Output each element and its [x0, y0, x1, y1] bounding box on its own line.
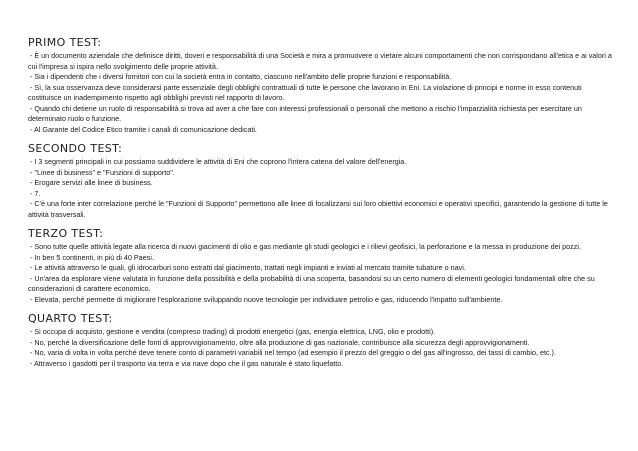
section-secondo-test — [28, 142, 614, 220]
answer-line: - "Linee di business" e "Funzioni di supporto". — [28, 167, 175, 177]
answer-line: - Si occupa di acquisto, gestione e vendita (compreso trading) di prodotti energetici (gas, energia elettrica, LNG, olio e prodotti). — [28, 327, 436, 336]
section-title: PRIMO TEST: — [28, 36, 102, 49]
answer-line: - Sia i dipendenti che i diversi fornitori con cui la società entra in contatto, ciascuno nell'ambito delle proprie funzioni e responsabilità. — [28, 72, 452, 81]
section-title: SECONDO TEST: — [28, 142, 123, 155]
answer-line: - Sono tutte quelle attività legate alla ricerca di nuovi giacimenti di olio e gas mediante gli studi geologici e i rilievi geofisici, la perforazione e la messa in produzione dei pozzi. — [28, 242, 581, 251]
answer-line: - In ben 5 continenti, in più di 40 Paesi. — [28, 252, 154, 262]
answer-line: - No, varia di volta in volta perché deve tenere conto di parametri variabili nel tempo (ad esempio il prezzo del greggio o del gas all'ingrosso, dei tassi di cambio, etc.). — [28, 348, 556, 357]
section-primo-test — [28, 36, 614, 135]
answer-line: - C'è una forte inter correlazione perché le "Funzioni di Supporto" permettono alle linee di focalizzarsi sui loro obiettivi economici e operativi specifici, garantendo la gestione di tutte le attività trasversali. — [28, 199, 608, 219]
section-title: TERZO TEST: — [28, 227, 104, 240]
answer-line: - Erogare servizi alle linee di business. — [28, 178, 153, 187]
section-quarto-test — [28, 312, 614, 369]
answer-line: - 7. — [28, 188, 41, 198]
section-title: QUARTO TEST: — [28, 312, 113, 325]
answer-line: - È un documento aziendale che definisce diritti, doveri e responsabilità di una Società e mira a promuovere o vietare alcuni comportamenti che non corrispondano all'etica e ai valori a cui l'impresa si ispira nello svolgimento delle proprie attività. — [28, 51, 612, 71]
answer-line: - Al Garante del Codice Etico tramite i canali di comunicazione dedicati. — [28, 124, 257, 134]
answer-line: - Sì, la sua osservanza deve considerarsi parte essenziale degli obblighi contrattuali di tutte le persone che lavorano in Eni. La violazione di principi e norme in esso contenuti costituisce un inadempimento rispetto agli obblighi previsti nel rapporto di lavoro. — [28, 82, 582, 102]
answer-line: - I 3 segmenti principali in cui possiamo suddividere le attività di Eni che coprono l'intera catena del valore dell'energia. — [28, 157, 407, 166]
answer-line: - Quando chi detiene un ruolo di responsabilità si trova ad aver a che fare con interessi professionali o personali che mettono a rischio l'imparzialità richiesta per esercitare un determinato ruolo o funzione. — [28, 103, 582, 123]
answer-line: - Attraverso i gasdotti per il trasporto via terra e via nave dopo che il gas naturale è stato liquefatto. — [28, 358, 344, 368]
answer-line: - Le attività attraverso le quali, gli idrocarburi sono estratti dal giacimento, trattati negli impianti e inviati al mercato tramite tubature o navi. — [28, 263, 466, 272]
answer-line: - Elevata, perché permette di migliorare l'esplorazione sviluppando nuove tecnologie per individuare petrolio e gas, riducendo l'impatto sull'ambiente. — [28, 294, 503, 304]
answer-line: - Un'area da esplorare viene valutata in funzione della possibilità e della probabilità di una scoperta, basandosi su un certo numero di elementi geologici fondamentali oltre che su considerazioni di carattere economico. — [28, 273, 595, 293]
answer-line: - No, perché la diversificazione delle fonti di approvvigionamento, oltre alla produzione di gas nazionale, contribuisce alla sicurezza degli approvvigionamenti. — [28, 337, 530, 347]
section-terzo-test — [28, 227, 614, 305]
